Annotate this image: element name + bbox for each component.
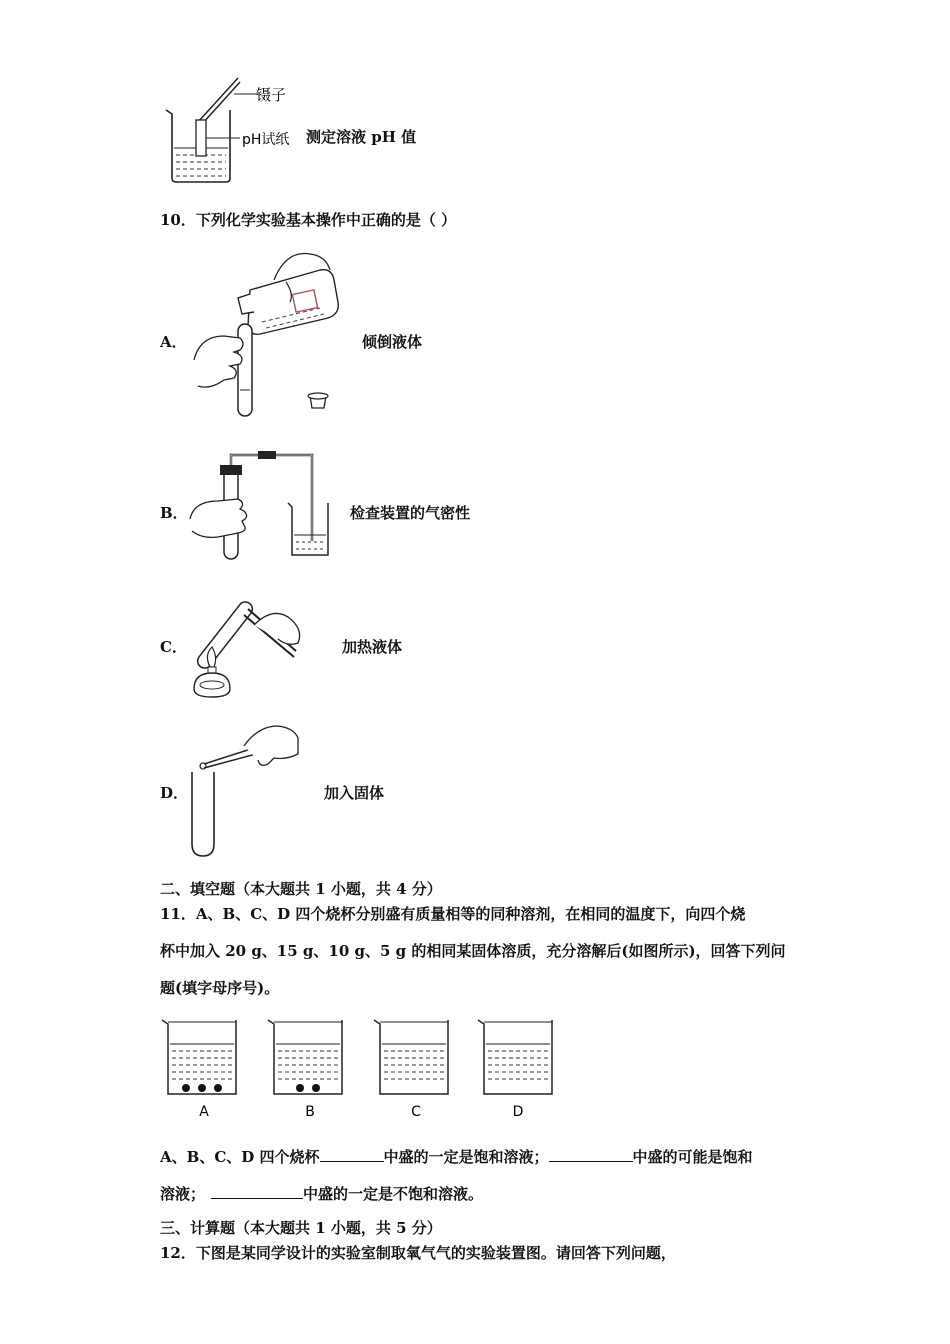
option-a-caption: 倾倒液体 — [362, 333, 423, 351]
q11-answer-part2: 中盛的一定是饱和溶液； — [383, 1148, 549, 1166]
heat-liquid-figure — [188, 585, 313, 705]
q12-stem: 12．下图是某同学设计的实验室制取氧气气的实验装置图。请回答下列问题， — [160, 1244, 676, 1262]
option-b-caption: 检查装置的气密性 — [350, 504, 471, 522]
tweezers-label: 镊子 — [256, 86, 287, 104]
section3-heading: 三、计算题（本大题共 1 小题，共 5 分） — [160, 1219, 442, 1237]
option-b-letter: B． — [160, 504, 188, 522]
option-c-caption: 加热液体 — [342, 638, 403, 656]
answer-blank-2[interactable] — [549, 1160, 633, 1162]
q11-line1: 11．A、B、C、D 四个烧杯分别盛有质量相等的同种溶剂，在相同的温度下，向四个烧 — [160, 905, 746, 923]
beaker-d — [478, 1020, 552, 1094]
beaker-c — [374, 1020, 448, 1094]
pour-liquid-figure — [190, 240, 350, 420]
section2-heading: 二、填空题（本大题共 1 小题，共 4 分） — [160, 880, 442, 898]
ph-test-caption: 测定溶液 pH 值 — [306, 128, 417, 146]
option-a-letter: A． — [160, 333, 187, 351]
q11-line3: 题(填字母序号)。 — [160, 979, 280, 997]
add-solid-figure — [188, 720, 303, 862]
beaker-a — [162, 1020, 236, 1094]
option-d-caption: 加入固体 — [324, 784, 385, 802]
q11-answer-part3: 中盛的可能是饱和 — [632, 1148, 753, 1166]
q11-answer-part4: 溶液； — [160, 1185, 206, 1203]
q11-answer-part1: A、B、C、D 四个烧杯 — [160, 1148, 320, 1166]
ph-paper-label: pH试纸 — [242, 132, 290, 148]
ph-test-figure — [160, 70, 320, 190]
beaker-label-c: C — [411, 1104, 421, 1120]
q11-answer-part5: 中盛的一定是不饱和溶液。 — [303, 1185, 484, 1203]
option-d-letter: D． — [160, 784, 189, 802]
answer-blank-1[interactable] — [320, 1160, 384, 1162]
beaker-label-a: A — [199, 1104, 209, 1120]
answer-blank-3[interactable] — [211, 1197, 303, 1199]
airtightness-figure — [188, 445, 338, 563]
q10-stem: 10．下列化学实验基本操作中正确的是（ ） — [160, 211, 457, 229]
beakers-figure — [160, 1010, 560, 1125]
option-c-letter: C． — [160, 638, 187, 656]
beaker-b — [268, 1020, 342, 1094]
q11-answer-line2 — [160, 1187, 483, 1202]
beaker-label-b: B — [305, 1104, 315, 1120]
q11-line2: 杯中加入 20 g、15 g、10 g、5 g 的相同某固体溶质，充分溶解后(如图所示)，回答下列问 — [160, 942, 786, 960]
q11-answer-line1 — [160, 1150, 753, 1165]
beaker-label-d: D — [512, 1104, 524, 1120]
